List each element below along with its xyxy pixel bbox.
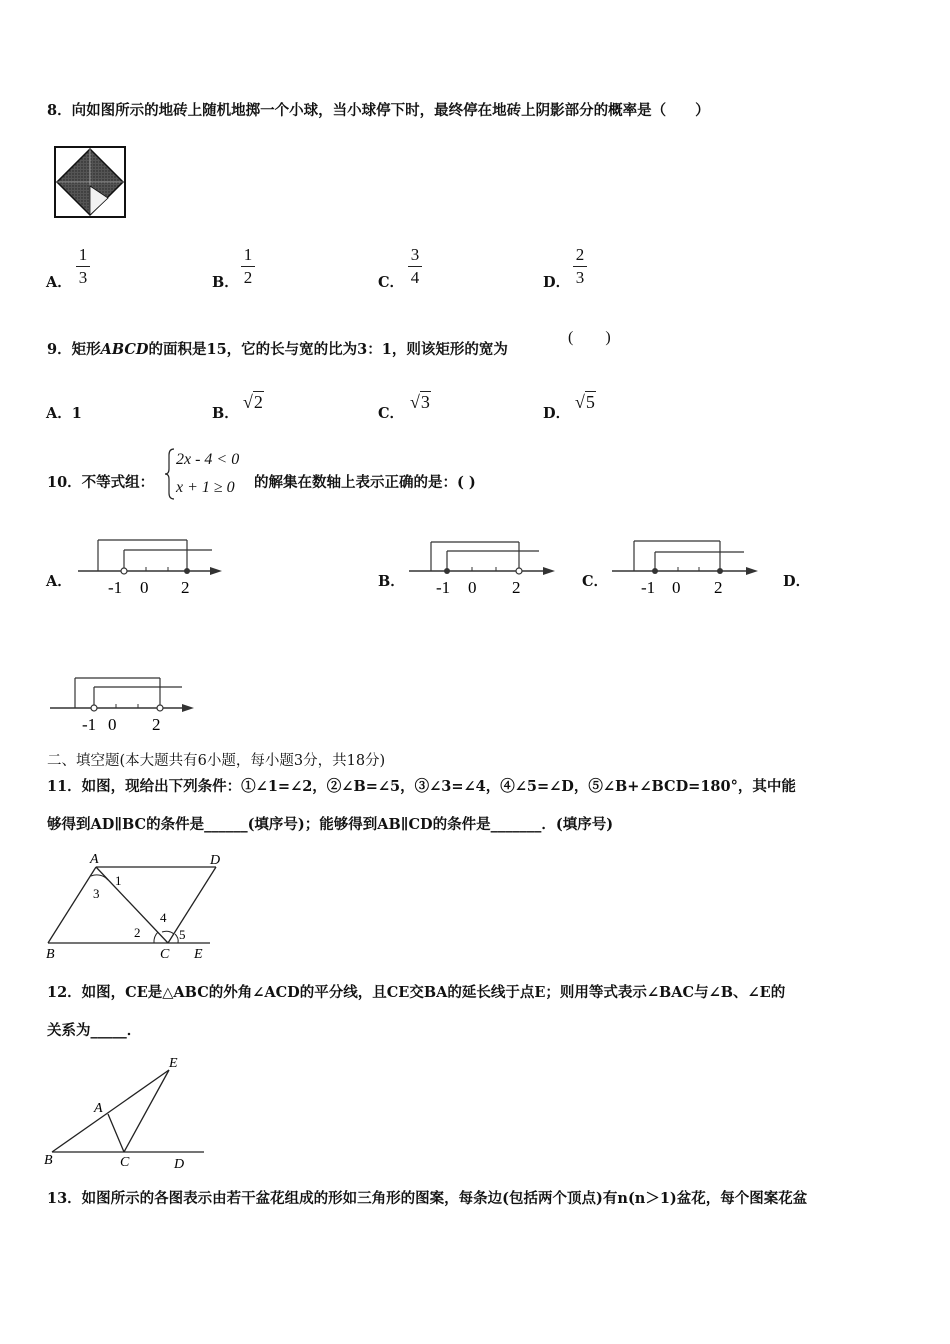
q9-option-a[interactable]	[46, 402, 82, 423]
q10-option-d-label: D．	[783, 573, 811, 590]
fig-label: E	[169, 1056, 178, 1071]
q8-stem: 8．向如图所示的地砖上随机地掷一个小球，当小球停下时，最终停在地砖上阴影部分的概率是（ ）	[47, 102, 710, 119]
q8-option-b-label: B．	[212, 274, 239, 291]
q10-option-d-numberline	[50, 676, 194, 736]
q8-option-c-fraction	[408, 246, 422, 287]
tick-label: -1	[641, 578, 656, 597]
q12-line-1: 12．如图，CE是△ABC的外角∠ACD的平分线，且CE交BA的延长线于点E；则用等式表示∠BAC与∠B、∠E的	[47, 984, 786, 1001]
fig-label: B	[44, 1153, 53, 1168]
q9-option-c-sqrt: √3	[410, 392, 430, 412]
fig-label: 3	[93, 886, 100, 901]
q9-stem	[47, 343, 508, 358]
q11-line-1: 11．如图，现给出下列条件：①∠1=∠2，②∠B=∠5，③∠3=∠4，④∠5=∠D，⑤∠B+∠BCD=180°，其中能	[47, 778, 796, 795]
fig-label: C	[120, 1155, 130, 1170]
section-heading: 二、填空题(本大题共有6小题，每小题3分，共18分)	[47, 753, 386, 769]
q9-option-b-sqrt: √2	[243, 392, 263, 412]
q11-line-2: 够得到AD∥BC的条件是______(填序号)；能够得到AB∥CD的条件是_______．(填序号)	[47, 816, 614, 833]
fig-label: 4	[160, 910, 167, 925]
denominator: 3	[78, 267, 88, 287]
q8-tile-figure	[54, 146, 128, 220]
fig-label: A	[90, 852, 99, 867]
denominator: 2	[243, 267, 253, 287]
q10-option-c[interactable]	[582, 570, 608, 591]
radicand: 3	[420, 392, 430, 412]
q9-option-a-label: A．	[46, 405, 72, 422]
fig-label: 2	[134, 925, 141, 940]
q9-option-d-sqrt: √5	[575, 392, 595, 412]
q10-option-b-numberline	[409, 538, 555, 598]
q9-option-b[interactable]	[212, 402, 239, 423]
fig-label: 1	[115, 873, 122, 888]
q9-option-a-value: 1	[71, 405, 82, 422]
q10-stem-prefix: 10．不等式组：	[47, 474, 155, 491]
q8-option-b[interactable]	[212, 271, 239, 292]
q8-option-a-label: A．	[46, 274, 72, 291]
q8-option-c-label: C．	[378, 274, 405, 291]
fig-label: D	[174, 1157, 185, 1172]
q9-stem-suffix: 的面积是15，它的长与宽的比为3：1，则该矩形的宽为	[148, 341, 508, 358]
tick-label: 0	[468, 578, 477, 597]
denominator: 3	[575, 267, 585, 287]
tick-label: -1	[82, 715, 97, 734]
q12-figure	[44, 1052, 210, 1174]
tick-label: -1	[436, 578, 451, 597]
q10-option-c-numberline	[612, 538, 758, 598]
numerator: 2	[575, 245, 585, 264]
q10-option-d[interactable]	[783, 570, 810, 591]
q8-option-c[interactable]	[378, 271, 404, 292]
numerator: 1	[243, 245, 253, 264]
tick-label: 0	[672, 578, 681, 597]
q10-stem-suffix: 的解集在数轴上表示正确的是：( )	[254, 474, 476, 491]
fig-label: D	[210, 853, 221, 868]
q10-option-b-label: B．	[378, 573, 405, 590]
q8-option-a-fraction	[76, 246, 90, 287]
fig-label: E	[194, 947, 203, 962]
q10-option-c-label: C．	[582, 573, 609, 590]
tick-label: 0	[140, 578, 149, 597]
q10-inequality-1: 2x - 4 < 0	[176, 451, 240, 468]
tick-label: -1	[108, 578, 123, 597]
fig-label: B	[46, 947, 55, 962]
q9-option-b-label: B．	[212, 405, 239, 422]
q10-option-a-label: A．	[46, 573, 72, 590]
q8-option-d-label: D．	[543, 274, 571, 291]
q8-option-d-fraction	[573, 246, 587, 287]
fig-label: A	[94, 1101, 103, 1116]
fig-label: C	[160, 947, 170, 962]
q9-paren: ( )	[568, 329, 611, 346]
q10-option-a[interactable]	[46, 570, 72, 591]
q9-option-c[interactable]	[378, 402, 404, 423]
q8-option-d[interactable]	[543, 271, 570, 292]
tick-label: 0	[108, 715, 117, 734]
q9-stem-var: ABCD	[100, 341, 149, 358]
q10-option-b[interactable]	[378, 570, 405, 591]
q9-stem-prefix: 9．矩形	[47, 341, 101, 358]
q12-line-2: 关系为_____．	[47, 1022, 142, 1039]
numerator: 3	[410, 245, 420, 264]
q11-figure	[46, 850, 228, 964]
tick-label: 2	[714, 578, 723, 597]
numerator: 1	[78, 245, 88, 264]
denominator: 4	[410, 267, 420, 287]
radicand: 5	[585, 392, 595, 412]
radicand: 2	[253, 392, 263, 412]
fig-label: 5	[179, 927, 186, 942]
q10-brace-icon	[164, 447, 176, 501]
q13-line-1: 13．如图所示的各图表示由若干盆花组成的形如三角形的图案，每条边(包括两个顶点)有n(n＞1)盆花，每个图案花盆	[47, 1190, 808, 1207]
q10-option-a-numberline	[78, 538, 222, 598]
q8-option-a[interactable]	[46, 271, 72, 292]
tick-label: 2	[512, 578, 521, 597]
q10-inequality-2: x + 1 ≥ 0	[176, 479, 235, 496]
tick-label: 2	[181, 578, 190, 597]
q9-option-d[interactable]	[543, 402, 570, 423]
q9-option-c-label: C．	[378, 405, 405, 422]
q9-option-d-label: D．	[543, 405, 571, 422]
q8-option-b-fraction	[241, 246, 255, 287]
tick-label: 2	[152, 715, 161, 734]
